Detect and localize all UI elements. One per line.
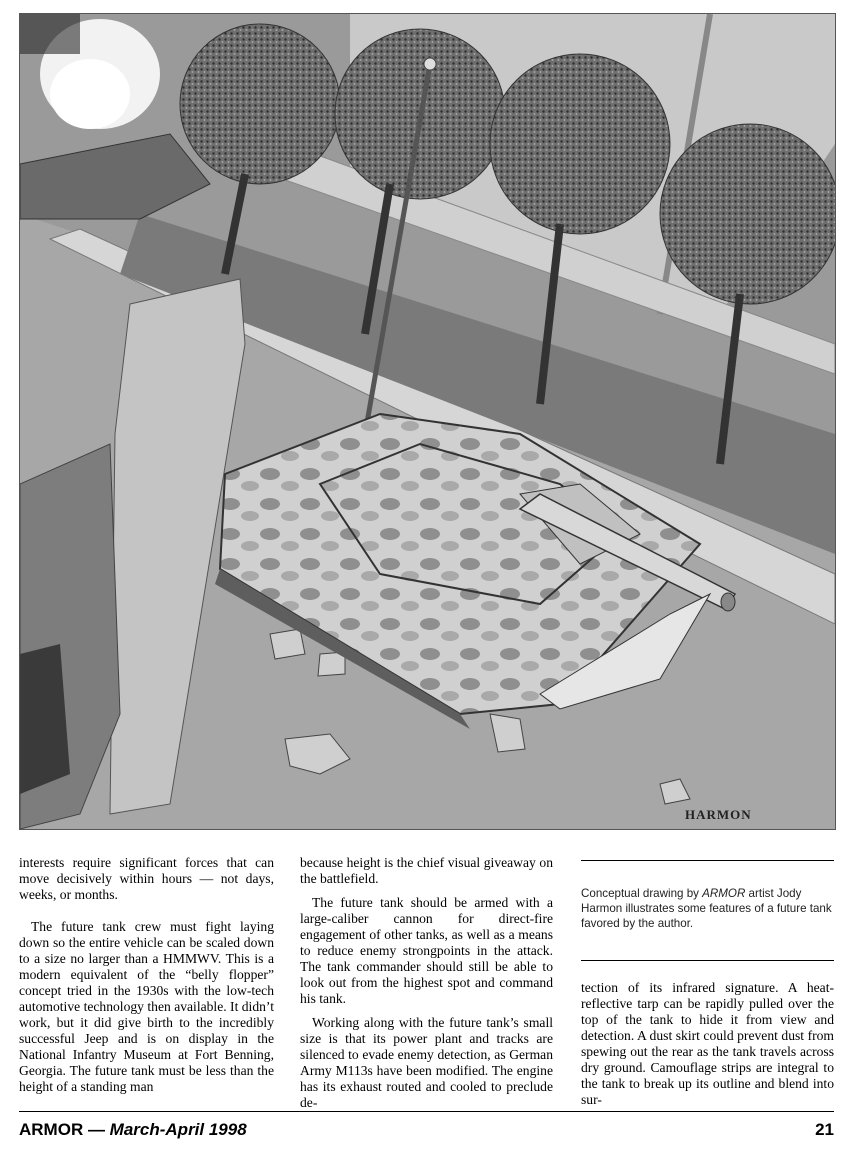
footer-title [19,1120,247,1140]
page-number: 21 [815,1120,834,1139]
paragraph: interests require significant forces that can move decisively within hours — not days, weeks, or months. [19,855,274,902]
caption-text: artist Jody Harmon illustrates some features of a future tank favored by the author. [581,887,832,930]
paragraph: Working along with the future tank’s small size is that its power plant and tracks are silenced to evade enemy detection, as German Army M113s have been modified. The engine has its exhaust routed and cooled to preclude de- [300,1015,553,1110]
issue-date: March-April 1998 [109,1120,247,1139]
text-column-3 [581,980,834,1108]
paragraph: tection of its infrared signature. A heat-reflective tarp can be rapidly pulled over the top of the tank to hide it from view and detection. A dust skirt could prevent dust from spewing out the rear as the tank travels across dry ground. Camouflage strips are integral to the tank to break up its outline and blend into sur- [581,980,834,1107]
page-footer [19,1120,834,1144]
paragraph: because height is the chief visual giveaway on the battlefield. [300,855,553,886]
artist-signature: HARMON [685,807,752,822]
paragraph: The future tank should be armed with a large-caliber cannon for direct-fire engagement of other tanks, as well as a means to reduce enemy strongpoints in the attack. The tank commander should still be able to look out from the highest spot and command his tank. [300,895,553,1006]
caption-magazine-name: ARMOR [702,887,746,900]
figure-caption [581,886,834,931]
caption-text: Conceptual drawing by [581,887,703,900]
future-tank-illustration-icon [20,14,835,829]
text-column-1 [19,855,274,1095]
magazine-name: ARMOR — [19,1120,110,1139]
tank-illustration [19,13,836,830]
paragraph: The future tank crew must fight laying down so the entire vehicle can be scaled down to a size no larger than a HMMWV. This is a modern equivalent of the “belly flopper” concept tried in the 1930s with the low-tech automotive technology then available. It didn’t work, but it did give birth to the incredibly successful Jeep and is on display in the National Infantry Museum at Fort Benning, Georgia. The future tank must be less than the height of a standing man [19,919,274,1094]
text-column-2 [300,855,553,1111]
footer-divider [19,1111,834,1112]
